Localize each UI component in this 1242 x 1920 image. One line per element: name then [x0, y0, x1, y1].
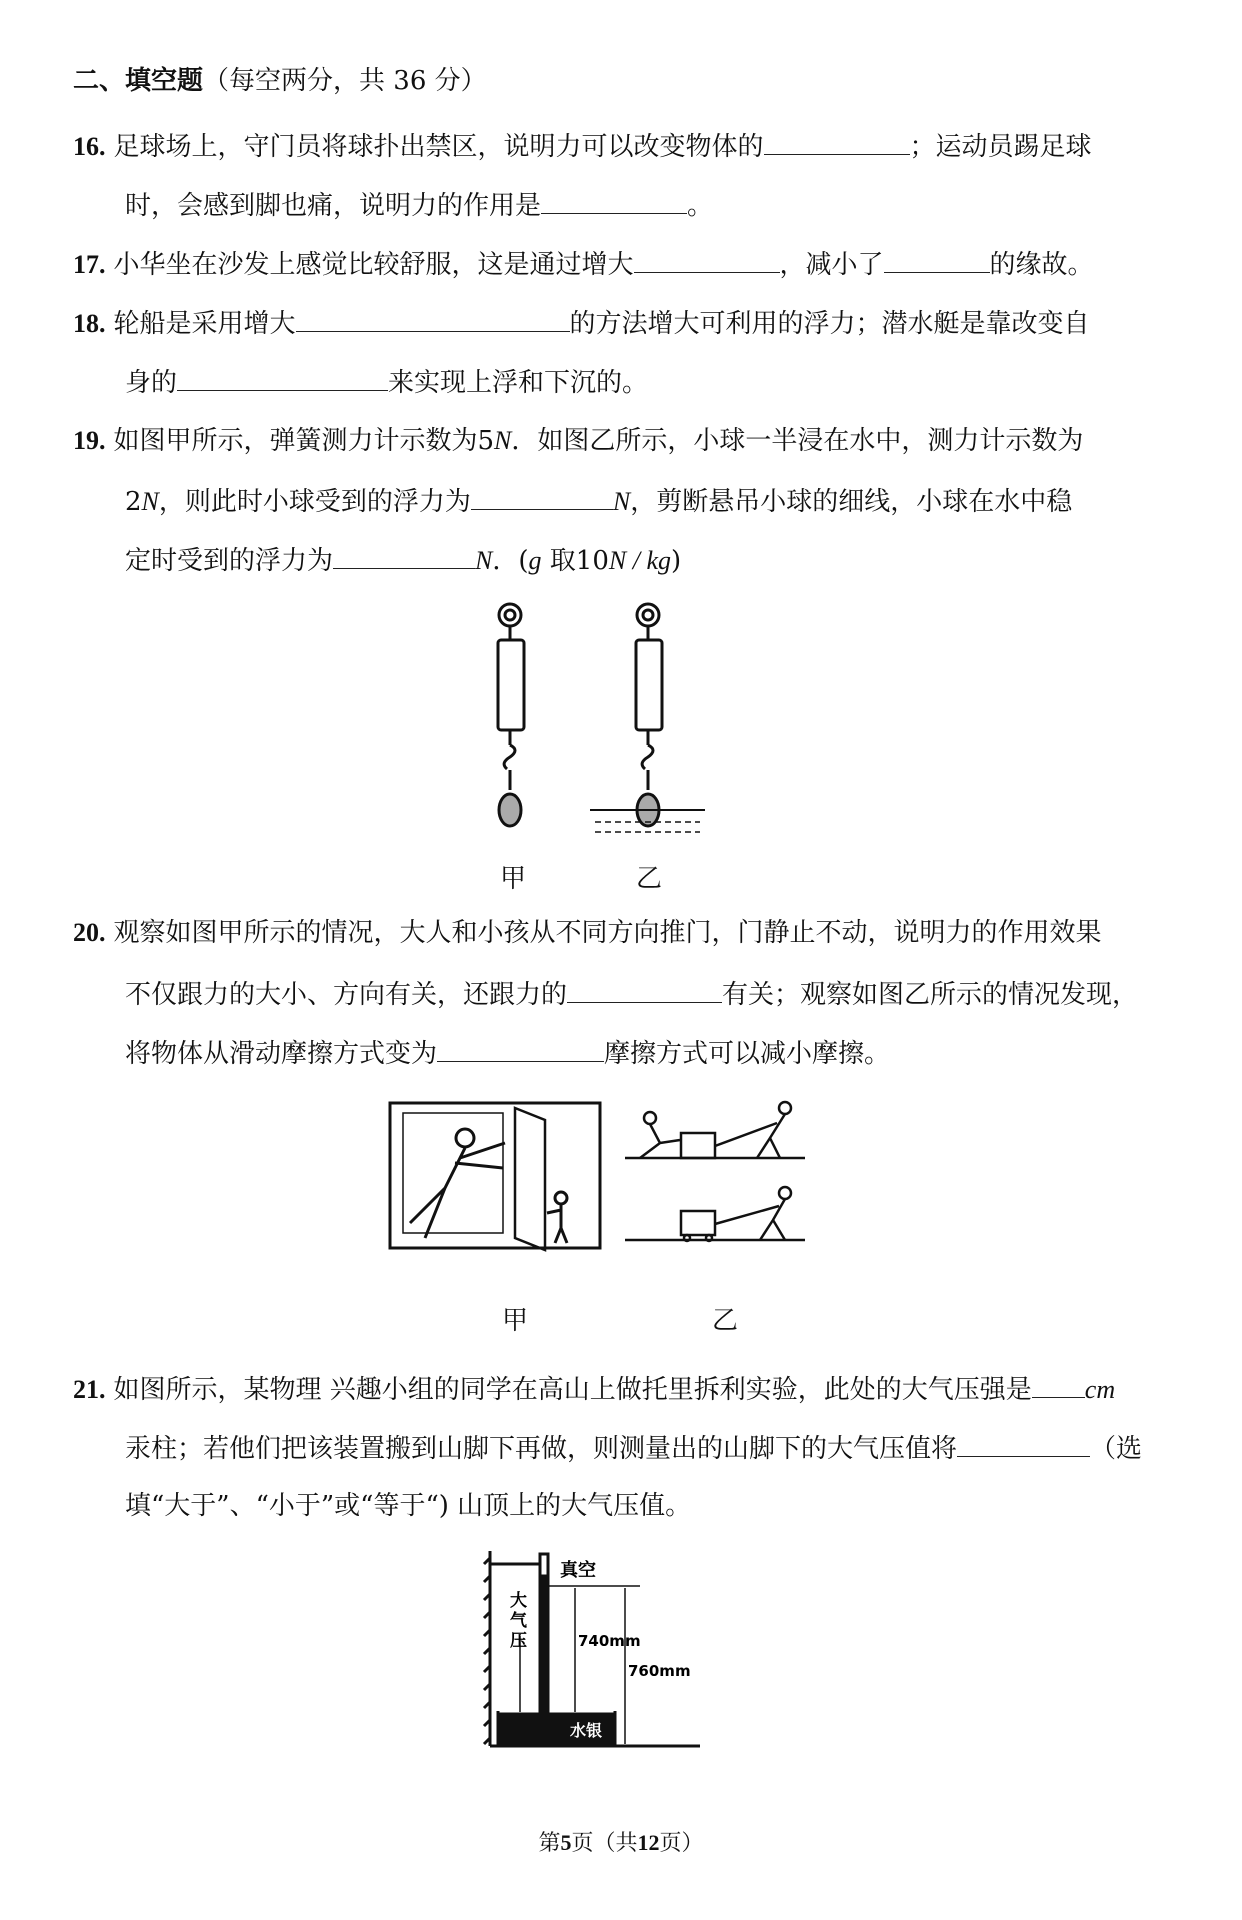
question-text: 定时受到的浮力为	[125, 546, 334, 576]
answer-blank[interactable]	[634, 246, 780, 273]
question-text: 小华坐在沙发上感觉比较舒服，这是通过增大	[113, 250, 634, 280]
figure-label-b: 乙	[636, 864, 663, 894]
question-text: 如图甲所示，弹簧测力计示数为5	[113, 426, 495, 456]
math-symbol: cm	[1084, 1375, 1116, 1404]
question-20-line	[73, 916, 1102, 950]
question-number: 18.	[73, 309, 106, 338]
question-number: 16.	[73, 132, 106, 161]
math-symbol: N	[141, 487, 159, 516]
question-text: ，剪断悬吊小球的细线，小球在水中稳	[630, 487, 1073, 517]
answer-blank[interactable]	[1032, 1371, 1085, 1398]
question-text: 填“大于”、“小于”或“等于“) 山顶上的大气压值。	[125, 1491, 692, 1521]
height-760-label: 760mm	[628, 1662, 691, 1680]
math-symbol: N / kg	[608, 546, 671, 575]
question-text: 轮船是采用增大	[113, 309, 296, 339]
math-symbol: N	[494, 426, 512, 455]
question-20-line	[125, 976, 1138, 1012]
footer-suffix: 页）	[659, 1831, 704, 1856]
question-16-line	[73, 128, 1092, 164]
question-text: 将物体从滑动摩擦方式变为	[125, 1039, 438, 1069]
math-symbol: g	[528, 546, 542, 575]
question-20-line	[125, 1035, 890, 1071]
question-text: 身的	[125, 368, 178, 398]
question-text: 足球场上，守门员将球扑出禁区，说明力可以改变物体的	[113, 132, 764, 162]
question-text: 取10	[541, 546, 609, 576]
question-text: 摩擦方式可以减小摩擦。	[604, 1039, 891, 1069]
figure-label-a: 甲	[502, 1306, 529, 1336]
answer-blank[interactable]	[296, 305, 570, 332]
question-21-line	[125, 1430, 1142, 1466]
footer-mid: 页（共	[571, 1831, 638, 1856]
atm-label-1: 大	[510, 1591, 527, 1611]
math-symbol: N	[612, 487, 631, 516]
section-note: （每空两分，共 36 分）	[203, 66, 487, 96]
section-title: 二、填空题	[73, 66, 204, 96]
footer-prefix: 第	[538, 1831, 561, 1856]
question-text: ，则此时小球受到的浮力为	[158, 487, 471, 517]
question-text: )	[670, 546, 682, 576]
question-21-line	[73, 1371, 1115, 1407]
question-text: 来实现上浮和下沉的。	[388, 368, 649, 398]
figure-label-a: 甲	[500, 864, 527, 894]
figure-label-b: 乙	[712, 1306, 739, 1336]
height-740-label: 740mm	[578, 1632, 641, 1650]
friction-image	[625, 1102, 805, 1241]
question-text: 的方法增大可利用的浮力；潜水艇是靠改变自	[569, 309, 1090, 339]
question-16-line	[125, 187, 713, 223]
question-text: ．(	[492, 546, 529, 576]
question-number: 17.	[73, 250, 106, 279]
question-number: 21.	[73, 1375, 106, 1404]
question-19-line	[125, 542, 681, 578]
question-text: 如图所示，某物理 兴趣小组的同学在高山上做托里拆利实验，此处的大气压强是	[113, 1375, 1032, 1405]
question-21-line	[125, 1489, 691, 1523]
door-friction-figure	[385, 1098, 815, 1258]
question-18-line	[125, 364, 648, 400]
mercury-label: 水银	[570, 1721, 603, 1740]
question-text: ，减小了	[779, 250, 884, 280]
atm-label-2: 气	[510, 1611, 527, 1631]
answer-blank[interactable]	[471, 483, 613, 510]
question-text: 不仅跟力的大小、方向有关，还跟力的	[125, 980, 568, 1010]
door-push-image	[390, 1103, 600, 1250]
answer-blank[interactable]	[333, 542, 475, 569]
math-symbol: N	[475, 546, 493, 575]
question-text: 观察如图甲所示的情况，大人和小孩从不同方向推门，门静止不动，说明力的作用效果	[113, 918, 1102, 948]
answer-blank[interactable]	[177, 364, 388, 391]
question-text: ．如图乙所示，小球一半浸在水中，测力计示数为	[511, 426, 1084, 456]
answer-blank[interactable]	[884, 246, 990, 273]
question-text: （选	[1090, 1434, 1143, 1464]
question-text: ；运动员踢足球	[909, 132, 1092, 162]
question-number: 20.	[73, 918, 106, 947]
answer-blank[interactable]	[541, 187, 687, 214]
question-19-line	[73, 424, 1083, 458]
question-number: 19.	[73, 426, 106, 455]
question-text: 2	[125, 487, 142, 517]
atm-label-3: 压	[510, 1631, 527, 1651]
question-text: 。	[687, 191, 714, 221]
answer-blank[interactable]	[764, 128, 910, 155]
page-number: 5	[560, 1830, 572, 1855]
torricelli-figure	[480, 1546, 720, 1766]
question-text: 有关；观察如图乙所示的情况发现，	[722, 980, 1139, 1010]
spring-scale-a	[498, 604, 524, 826]
page-footer	[0, 1826, 1242, 1857]
spring-scale-figure	[480, 600, 720, 900]
question-text: 汞柱；若他们把该装置搬到山脚下再做，则测量出的山脚下的大气压值将	[125, 1434, 958, 1464]
question-text: 时，会感到脚也痛，说明力的作用是	[125, 191, 542, 221]
vacuum-label: 真空	[560, 1560, 596, 1581]
spring-scale-b	[590, 604, 705, 832]
answer-blank[interactable]	[567, 976, 722, 1003]
question-17-line	[73, 246, 1094, 282]
question-text: 的缘故。	[989, 250, 1094, 280]
question-18-line	[73, 305, 1090, 341]
section-heading	[73, 60, 487, 97]
answer-blank[interactable]	[957, 1430, 1090, 1457]
page-total: 12	[637, 1830, 660, 1855]
question-19-line	[125, 483, 1072, 519]
answer-blank[interactable]	[437, 1035, 604, 1062]
